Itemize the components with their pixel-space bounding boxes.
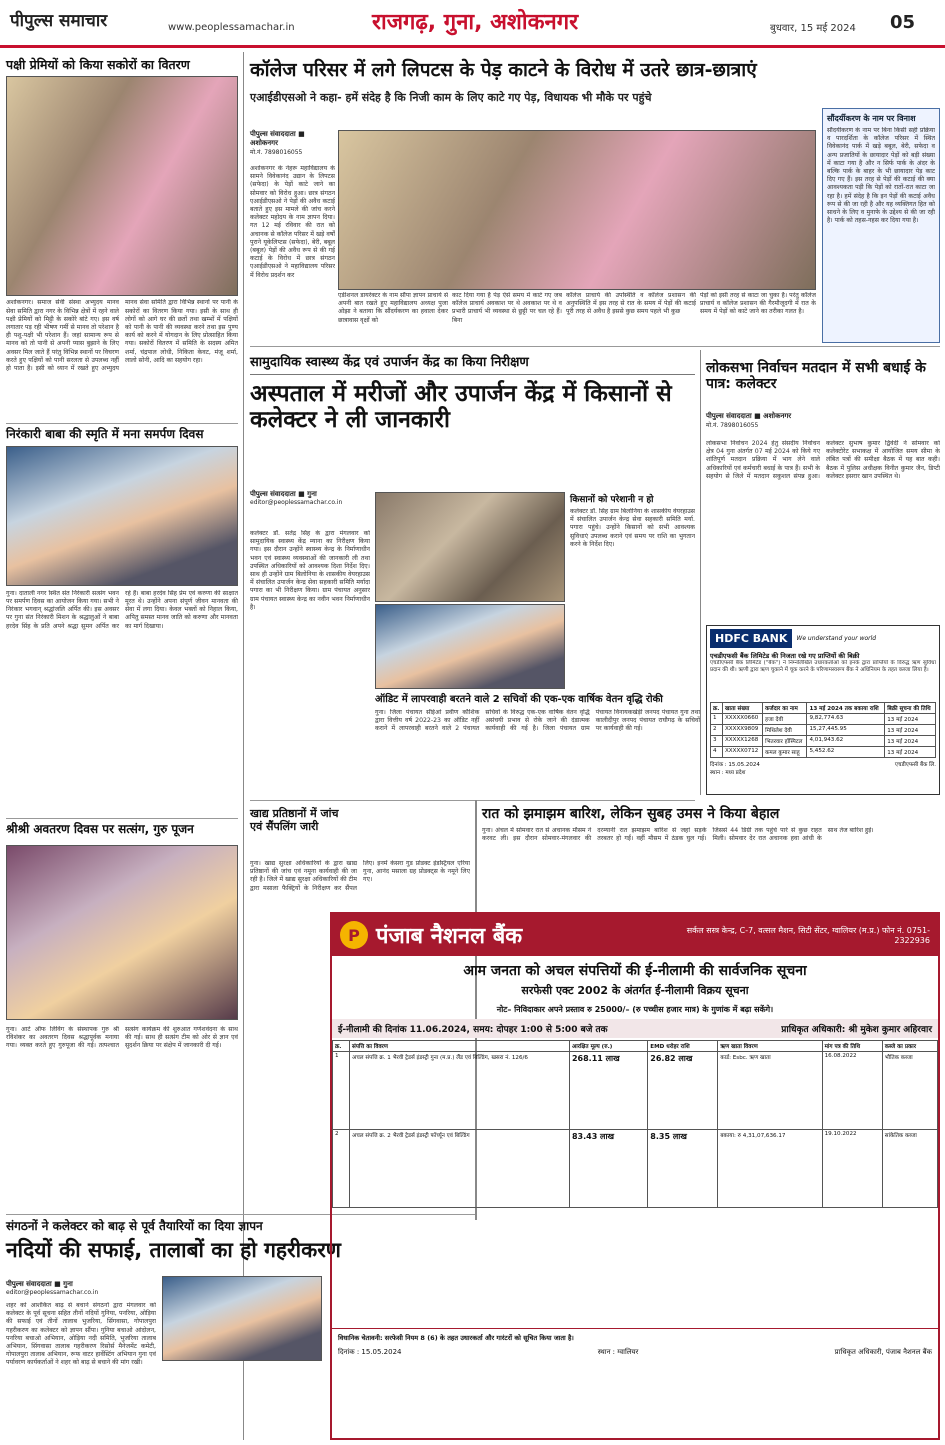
table-cell: 3 (711, 736, 723, 747)
pnb-auction-date: ई-नीलामी की दिनांक 11.06.2024, समय: दोपहर 1:00 से 5:00 बजे तक (338, 1025, 608, 1035)
college-body-2: एडीशनल डायरेक्टर के नाम सौंपा ज्ञापन प्राचार्य से अपनी बात रखते हुए महाविद्यालय अध्यक्ष पुजा ओझा ने बताया कि सौंदर्यकरण का हवाला देकर छात्रावास वृक्षों को (338, 292, 448, 324)
pnb-sign: प्राधिकृत अधिकारी, पंजाब नैशनल बैंक (834, 1348, 932, 1356)
farmers-box (570, 492, 695, 698)
table-cell: XXXXX0660 (722, 714, 762, 725)
table-cell: 268.11 लाख (569, 1052, 647, 1130)
table-cell: 5,452.62 (807, 747, 885, 758)
story-body: गुना। दाताली नगर स्थित संत निरंकारी सत्संग भवन पर समर्पण दिवस का आयोजन किया गया। सभी ने निरंकार भगवान्‌ श्रद्धांजलि अर्पित की। इस अवसर पर गुना संत निरंकारी मिशन के श्रद्धालुओं ने बाबा हरदेव सिंह के प्रति अपने श्रद्धा सुमन अर्पित कर रहे हैं। बाबा हरदेव सिंह प्रेम एवं करुणा की साक्षात मूरत थे। उन्होंने अपना संपूर्ण जीवन मानवता की सेवा में लगा दिया। केवल भक्तों को निहाल किया, अपितु समस्त मानव जाति को करुणा और मानवता का मार्ग दिखाया। (6, 589, 238, 630)
table-cell: 13 मई 2024 (885, 747, 936, 758)
story-headline: ऑडिट में लापरवाही बरतने वाले 2 सचिवों की एक-एक वार्षिक वेतन वृद्धि रोकी (375, 694, 663, 705)
table-cell: 2 (711, 725, 723, 736)
byline: पीपुल्स संवाददाता ■ अशोकनगर (706, 412, 792, 420)
table-cell: अचल संपत्ति क्र. 1 भैरवी ट्रेडर्स इंडस्ट्री गुना (म.प्र.) लैंड एवं बिल्डिंग, खसरा नं. 126/6 (349, 1052, 569, 1130)
pnb-officer: प्राधिकृत अधिकारी: श्री मुकेश कुमार अहिरवार (781, 1025, 932, 1035)
story-hospital (250, 352, 695, 434)
hdfc-sign: एचडीएफसी बैंक लि. (894, 762, 936, 768)
pnb-place: स्थान : ग्वालियर (597, 1348, 639, 1356)
pnb-name: पंजाब नैशनल बैंक (376, 924, 523, 949)
table-cell: सांकेतिक कब्जा (882, 1130, 937, 1208)
story-subhead: एआईडीएसओ ने कहा- हमें संदेह है कि निजी काम के लिए काटे गए पेड़, विधायक भी मौके पर पहुंचे (250, 90, 652, 104)
table-row (333, 1052, 938, 1130)
mobile: मो.नं. 7898016055 (250, 149, 303, 156)
warehouse-photo (375, 604, 565, 689)
rivers-photo (162, 1276, 322, 1361)
hdfc-table (710, 702, 936, 758)
table-cell: भौतिक कब्जा (882, 1052, 937, 1130)
table-cell: 8.35 लाख (648, 1130, 718, 1208)
table-header: संपत्ति का विवरण (349, 1041, 569, 1052)
hdfc-date: दिनांक : 15.05.2024 (710, 762, 760, 768)
table-header: कर्जदार का नाम (763, 703, 807, 714)
table-header: क्र. (711, 703, 723, 714)
table-cell: 26.82 लाख (648, 1052, 718, 1130)
story-body: अशोकनगर। समाज सेवी संस्था अभ्युदय मानव सेवा समिति द्वारा नगर के विभिन्न क्षेत्रों में रहने वाले पक्षी प्रेमियों को मिट्टी के सकोरे बांटे गए। इस वर्ष लगातार पड़ रही भीषण गर्मी से मानव तो परेशान है ही पशु-पक्षी भी परेशान हैं। जहां सामान्य रूप से मानव को तो पानी से अपनी प्यास बुझाने के लिए अवसर मिल जाते हैं परंतु विभिन्न स्थानों पर विचरण करते हुए पक्षियों को पानी सरलता से उपलब्ध नहीं हो पाता है। इसी को ध्यान में रखते हुए अभ्युदय मानव सेवा समिति द्वारा विभिन्न स्थानों पर पानी के सकोरों का वितरण किया गया। इसी के साथ ही लोगों को आगे घर की छतों तथा खम्भों में पक्षियों को पानी के पानी की व्यवस्था करने तथा इस पुण्य कार्य को करने में योगदान के लिए प्रोत्साहित किया गया। सकोरों वितरण में समिति के सदस्य अमित शर्मा, चंद्रपाल लोधी, निकिता केवट, मंजू शर्मा, लालो सोनी, आदि का सहयोग रहा। (6, 299, 238, 372)
story-rain (482, 806, 937, 917)
farmers-head: किसानों को परेशानी न हो (570, 495, 654, 505)
hdfc-tagline: We understand your world (796, 635, 877, 642)
pnb-title: आम जनता को अचल संपत्तियों की ई-नीलामी की सार्वजनिक सूचना (463, 963, 807, 979)
table-cell: 4,01,943.62 (807, 736, 885, 747)
pnb-note: नोट– निविदाकार अपने प्रस्ताव रु 25000/– (रु पच्चीस हजार मात्र) के गुणांक में बढ़ा सकेंगे। (496, 1005, 774, 1014)
story-headline: पक्षी प्रेमियों को किया सकोरों का वितरण (6, 57, 190, 72)
table-header: आरक्षित मूल्य (रु.) (569, 1041, 647, 1052)
story-audit (375, 694, 700, 797)
table-cell: मिथिलेश देवी (763, 725, 807, 736)
hospital-body: कलेक्टर डॉ. सतेंद्र सिंह के द्वारा मंगलवार को सामुदायिक स्वास्थ्य केंद्र म्याना का निरीक्षण किया गया। इस दौरान उन्होंने स्वास्थ्य केन्द्र के निर्माणाधीन भवन एवं स्वास्थ्य व्यवस्थाओं की जानकारी ली तथा उपस्थित अधिकारियों को आवश्यक दिशा निर्देश दिए। साथ ही उन्होंने ग्राम बिलोनिया के शासकीय वेयरहाउस में संचालित उपार्जन केन्द्र सेवा सहकारी समिति मर्यादा पगारा का भी निरीक्षण किया। ग्राम पंचायत अनुसार ग्राम पंचायत स्वास्थ्य केन्द्र का नवीन भवन निर्माणाधीन है। (250, 530, 370, 611)
story-headline: श्रीश्री अवतरण दिवस पर सत्संग, गुरु पूजन (6, 822, 194, 836)
table-cell: अचल संपत्ति क्र. 2 भैरवी ट्रेडर्स इंडस्ट्री फॉर्च्यून एवं बिल्डिंग (349, 1130, 569, 1208)
table-cell: कमल कुमार साहू (763, 747, 807, 758)
table-cell: 16.08.2022 (822, 1052, 882, 1130)
farmers-body: कलेक्टर डॉ. सिंह ग्राम बिलोनिया के शासकीय वेयरहाउस में संचालित उपार्जन केन्द्र सेवा सहकारी समिति मर्या. पगारा पहुंचे। उन्होंने किसानों को सभी आवश्यक सुविधाएं उपलब्ध कराने एवं समय पर राशि का भुगतान करने के निर्देश दिए। (570, 508, 695, 548)
table-cell: 1 (333, 1052, 350, 1130)
story-headline: कॉलेज परिसर में लगे लिपटस के पेड़ काटने के विरोध में उतरे छात्र-छात्राएं (250, 59, 757, 81)
table-header: 13 मई 2024 तक बकाया राशि (807, 703, 885, 714)
college-body-3: काट दिया गया है पेड़ ऐसे समय में काटे गए जब कॉलेज प्राचार्य अवकाश पर थे अवकाश पर थे व प्रभारी प्राचार्य भी व्यवस्था से छुट्टी पर चल रहे हैं। बिना (452, 292, 562, 324)
story-headline: लोकसभा निर्वाचन मतदान में सभी बधाई के पात्र: कलेक्टर (706, 360, 926, 393)
byline: पीपुल्स संवाददाता ■ गुना (6, 1280, 73, 1288)
hdfc-ad (706, 625, 940, 795)
story-body: गुना। अंचल में सोमवार रात से अचानक मौसम ने करवट ली। इस दौरान सोमवार-मंगलवार की दरम्यानी रात झमाझम बारिश से जहां सड़कें तरबतर हो गईं। वहीं मौसम में ठंडक घुल गई। जिससे 44 डिग्री तक पहुंचे पारे से कुछ राहत मिली। सोमवार देर रात अचानक हवा आंधी के साथ तेज बारिश हुई। (482, 827, 874, 843)
table-cell: हजा देवी (763, 714, 807, 725)
pnb-ad (330, 912, 940, 1440)
pnb-address: सर्कल सस्त्र केन्द्र, C-7, वत्सल मैशन, सिटी सेंटर, ग्वालियर (म.प्र.) फोन नं. 0751-2322936 (686, 926, 930, 945)
table-cell: 13 मई 2024 (885, 736, 936, 747)
hdfc-logo: HDFC BANK (710, 629, 792, 648)
story-headline: नदियों की सफाई, तालाबों का हो गहरीकरण (6, 1237, 341, 1262)
pujan-photo (6, 845, 238, 1020)
sampling-body: गुना। खाद्य सुरक्षा अधिकारियों के द्वारा खाद्य प्रतिष्ठानों की जांच एवं नमूना कार्यवाही की जा रही है। जिले में खाद्य सुरक्षा अधिकारियों की टीम द्वारा मसाला फैक्ट्रियों के निरीक्षण कर सैंपल लिए। इनमें केसरा गुड प्रोडक्ट इंडस्ट्रियल एरिया गुना, आनंद मसाला ग्रह प्रोडक्ट्स के नमूने लिए गए। (250, 860, 470, 892)
divider (6, 818, 238, 819)
table-header: ऋण खाता विवरण (718, 1041, 822, 1052)
pnb-date: दिनांक : 15.05.2024 (338, 1348, 402, 1356)
hospital-photo (375, 492, 565, 602)
edition-title: राजगढ़, गुना, अशोकनगर (372, 10, 579, 35)
table-cell: कार्ड: Esbc. ऋण खाता (718, 1052, 822, 1130)
hdfc-text: एचडीएफसी बैंक लिमिटेड ("बैंक") ने निम्नलिखित उधारकर्ताओं को इनके द्वारा प्राप्तियों के विरुद्ध ऋण सुविधा प्रदान की थी। ऋणी द्वारा ऋण चुकाने में चूक करने के परिणामस्वरूप बैंक ने अधिनियम के तहत कब्जा लिया है। (710, 660, 936, 673)
website-link[interactable]: www.peoplessamachar.in (168, 22, 295, 33)
pnb-footer: विधानिक चेतावनी: सरफेसी नियम 8 (6) के तहत उधारकर्ता और गारंटरों को सूचित किया जाता है। (332, 1328, 938, 1346)
protest-photo (338, 130, 816, 290)
election-byline (706, 412, 826, 429)
pnb-logo-icon: P (340, 921, 368, 949)
table-cell: 15,27,445.95 (807, 725, 885, 736)
table-header: बिक्री सूचना की तिथि (885, 703, 936, 714)
table-cell: 9,82,774.63 (807, 714, 885, 725)
sidebox-title: सौंदर्यीकरण के नाम पर विनाश (827, 114, 916, 123)
table-header: मांग पत्र की तिथि (822, 1041, 882, 1052)
newspaper-brand: पीपुल्स समाचार (10, 11, 108, 31)
table-cell: बकाया: रु 4,31,07,636.17 (718, 1130, 822, 1208)
college-body-5: पेड़ों को इसी तरह से काटा जा चुका है। परंतु कॉलेज प्राचार्य व कॉलेज प्रशासन की गैरमौजूदगी में रात के समय में पेड़ों को काटे जाने का तरीका गलत है। (700, 292, 816, 316)
table-row (711, 725, 936, 736)
table-header: कब्जे का प्रकार (882, 1041, 937, 1052)
hdfc-heading: एचडीएफसी बैंक लिमिटेड की निजता रखे गए प्राप्तियों की बिक्री (710, 652, 860, 660)
email: editor@peoplessamachar.co.in (6, 1289, 99, 1296)
table-cell: 19.10.2022 (822, 1130, 882, 1208)
story-body: गुना। जिला पंचायत सीईओ प्रवीण कौशिक द्वारा वित्तीय वर्ष 2022-23 का ऑडिट नहीं कराने में लापरवाही बरतने वाले 2 पंचायत सचिवों के विरुद्ध एक-एक वार्षिक वेतन वृद्धि असंचयी प्रभाव से रोके जाने की दंडात्मक कार्यवाही की गई है। जिला पंचायत ग्राम पंचायत विनायकखेड़ी जनपद पंचायत गुना तथा कालीदीपुर जनपद पंचायत राघौगढ़ के सचिवों पर कार्यवाही की गई। (375, 708, 700, 732)
divider (250, 800, 695, 801)
story-college (250, 60, 925, 105)
divider (250, 346, 940, 347)
table-row (711, 747, 936, 758)
college-byline (250, 130, 335, 156)
table-row (711, 714, 936, 725)
byline: पीपुल्स संवाददाता ■ गुना (250, 490, 317, 498)
pnb-subtitle: सरफेसी एक्ट 2002 के अंतर्गत ई-नीलामी विक्रय सूचना (521, 984, 749, 997)
table-cell: XXXXX1268 (722, 736, 762, 747)
story-headline: अस्पताल में मरीजों और उपार्जन केंद्र में किसानों से कलेक्टर ने ली जानकारी (250, 381, 672, 434)
story-body: शहर को आशंकित बाढ़ से बचाने संगठनों द्वारा मंगलवार को कलेक्टर के पूर्व सूचना सहित तीनों नदियों गुनिया, पनरिया, ओड़िया की सफाई एवं तीनों तालाब भुजरिया, सिंगवासा, गोपालपुरा गहरीकरण का कलेक्टर को ज्ञापन सौंपा। गुनिया बचाओ आंदोलन, पनरिया बचाओ अभियान, ओड़िया नदी समिति, भुजरिया तालाब अभियान, सिंगवासा तालाब गहरीकरण रिसोर्स मैनेजमेंट कमेटी, गोपालपुरा तालाब अभियान, रूफ वाटर हार्वेस्टिंग अभियान गुना एवं पर्यावरण कार्यकर्ताओं ने शहर को बाढ़ से बचाने की मांग रखी। (6, 1302, 156, 1367)
sidebox-body: सौंदर्यीकरण के नाम पर बिना किसी सही प्रक्रिया व पारदर्शिता के कॉलेज परिसर में स्थित विवेकानंद पार्क में खड़े बबूल, बेरी, सफेदा व अन्य प्रजातियों के छायादार पेड़ों को बड़ी संख्या में काटा गया है और न सिर्फ पार्क के अंदर के बल्कि पार्क के बाहर के भी छायादार पेड़ काट दिए गए हैं। इस तरह से पेड़ों की कटाई की क्या आवश्यकता पड़ी कि पेड़ों को रातों-रात काटा जा रहा है। हमें संदेह है कि इन पेड़ों की कटाई अवैध रूप से की जा रही है और यह व्यक्तिगत हित को साधने के लिए व मुनाफे के उद्देश्य से की जा रही है। पार्क को तहस-नहस कर दिया गया है। (827, 127, 935, 225)
page-number: 05 (890, 12, 916, 33)
mobile: मो.नं. 7898016055 (706, 422, 759, 429)
table-cell: 1 (711, 714, 723, 725)
pnb-header (332, 914, 938, 956)
birds-photo (6, 76, 238, 296)
column-divider (700, 350, 701, 795)
hdfc-place: स्थान : मध्य प्रदेश (710, 770, 746, 776)
table-cell: 83.43 लाख (569, 1130, 647, 1208)
story-sampling (250, 808, 350, 833)
table-cell: 13 मई 2024 (885, 725, 936, 736)
table-cell: 4 (711, 747, 723, 758)
story-election (706, 360, 940, 392)
story-headline: निरंकारी बाबा की स्मृति में मना समर्पण दिवस (6, 427, 204, 441)
story-headline: रात को झमाझम बारिश, लेकिन सुबह उमस ने किया बेहाल (482, 806, 780, 822)
story-headline: खाद्य प्रतिष्ठानों में जांच एवं सैंपलिंग जारी (250, 807, 339, 833)
table-header: EMD धरोहर राशि (648, 1041, 718, 1052)
table-row (711, 736, 936, 747)
nirankari-photo (6, 446, 238, 586)
story-body: लोकसभा निर्वाचन 2024 हेतु संसदीय निर्वाचन क्षेत्र 04 गुना अंतर्गत 07 मई 2024 को किये गए शांतिपूर्ण मतदान प्रक्रिया में भाग लेने वाले अधिकारियों एवं कर्मचारी बधाई के पात्र हैं। सभी के सहयोग से जिले में मतदान सकुशल संपन्न हुआ। कलेक्टर सुभाष कुमार द्विवेदी ने सोमवार को कलेक्टोरेट सभाकक्ष में आयोजित समय सीमा के लंबित पत्रों की समीक्षा बैठक में यह बात कही। बैठक में पुलिस अधीक्षक विनीत कुमार जैन, डिप्टी कलेक्टर इसरार खान उपस्थित थे। (706, 440, 940, 480)
hospital-byline (250, 490, 370, 506)
table-row (333, 1130, 938, 1208)
divider (6, 423, 238, 424)
story-birds (6, 58, 238, 421)
college-body-1: अशोकनगर के नेहरू महाविद्यालय के सामने विवेकानंद उद्यान के लिपटस (सफेदा) के पेड़ों काटे जाने का सोमवार को विरोध हुआ। छात्र संगठन एआईडीएसओ ने पेड़ों की अवैध कटाई बताते हुए इस मामले की जांच करने कलेक्टर महोदय के नाम ज्ञापन दिया। गत 12 मई रविवार की रात को अचानक से कॉलेज परिसर में खड़े वर्षों पुराने यूकेलिप्टस (सफेदा), बेरी, बबूल (बबूल) पेड़ों की अवैध रूप से की गई कटाई के विरोध में छात्र संगठन एआईडीएसओ ने महाविद्यालय परिसर में विरोध प्रदर्शन कर (250, 165, 335, 279)
table-cell: भितरवार हॉस्पिटल (763, 736, 807, 747)
beauty-sidebox (822, 108, 940, 343)
email: editor@peoplessamachar.co.in (250, 499, 343, 506)
table-cell: 2 (333, 1130, 350, 1208)
pnb-table (332, 1040, 938, 1208)
table-header: क्र. (333, 1041, 350, 1052)
rivers-byline-block (6, 1280, 156, 1296)
story-pujan (6, 823, 238, 837)
pujan-body: गुना। आर्ट ऑफ लिविंग के संस्थापक गुरु श्री रविशंकर का अवतरण दिवस श्रद्धापूर्वक मनाया गया। व्यक्त करते हुए गुरुपूजा की गई। तत्पश्चात सत्संग कार्यक्रम की शुरुआत गणेशवंदना के साथ की गई। साथ ही सत्संग टीम को ओर से ज्ञान एवं सुदर्शन क्रिया पर संक्षेप में जानकारी दी गई। (6, 1026, 238, 1050)
table-cell: XXXXX9809 (722, 725, 762, 736)
table-cell: XXXXX0712 (722, 747, 762, 758)
story-kicker: संगठनों ने कलेक्टर को बाढ़ से पूर्व तैयारियों का दिया ज्ञापन (6, 1219, 263, 1233)
college-body-4: कॉलेज प्राचार्य की उपस्थिति व कॉलेज प्रशासन की अनुपस्थिति में इस तरह से रात के समय में पेड़ों की कटाई पूरी तरह से अवैध है इससे कुछ समय पहले भी कुछ (566, 292, 696, 316)
table-header: खाता संख्या (722, 703, 762, 714)
story-nirankari (6, 428, 238, 830)
issue-date: बुधवार, 15 मई 2024 (770, 23, 856, 34)
table-cell: 13 मई 2024 (885, 714, 936, 725)
byline: पीपुल्स संवाददाता ■ अशोकनगर (250, 130, 305, 147)
masthead (0, 0, 945, 48)
story-kicker: सामुदायिक स्वास्थ्य केंद्र एवं उपार्जन केंद्र का किया निरीक्षण (250, 352, 695, 375)
